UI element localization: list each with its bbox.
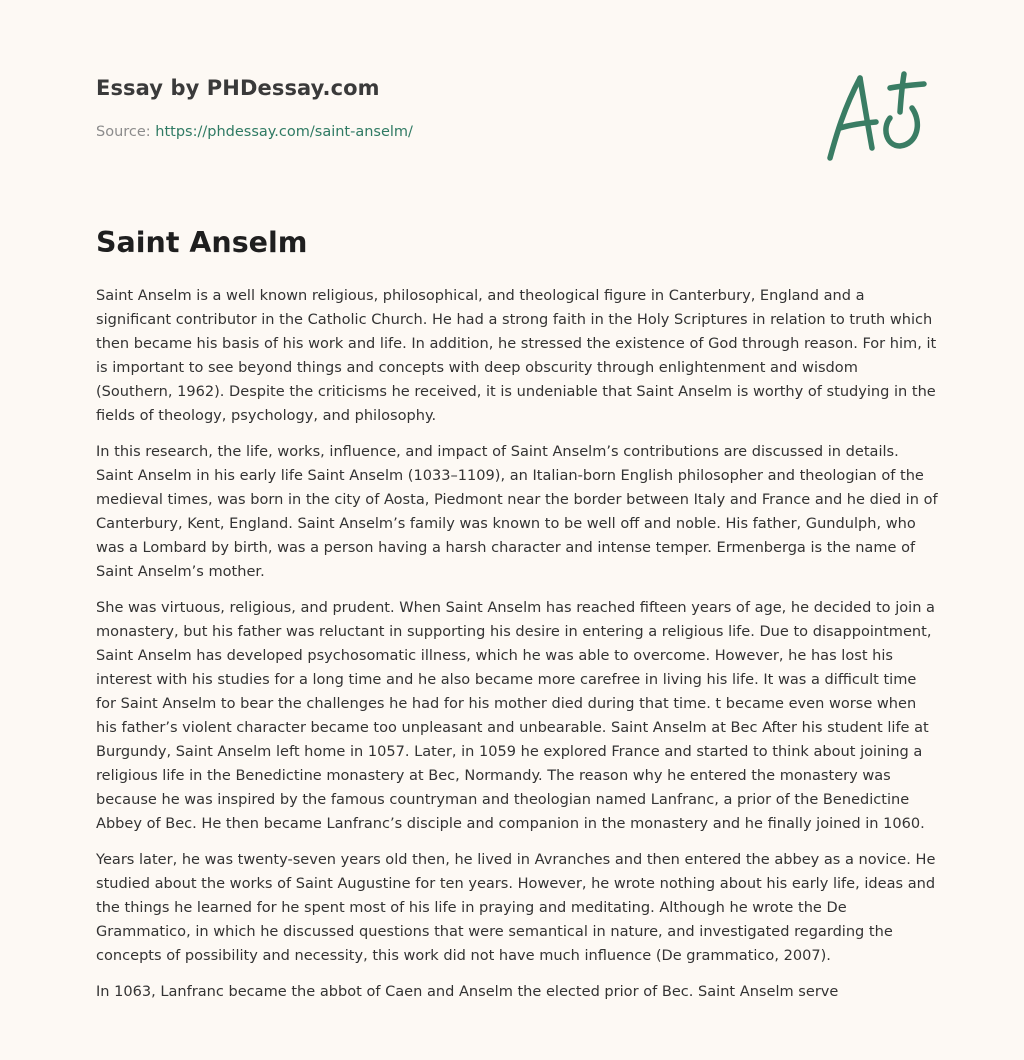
essay-body — [96, 284, 938, 1016]
site-title: Essay by PHDessay.com — [96, 76, 380, 100]
a-plus-grade-icon — [820, 68, 930, 166]
source-link[interactable]: https://phdessay.com/saint-anselm/ — [155, 124, 413, 140]
paragraph: Years later, he was twenty-seven years old then, he lived in Avranches and then entered the abbey as a novice. He studied about the works of Saint Augustine for ten years. However, he wrote nothing about his early life, ideas and the things he learned for he spent most of his life in praying and meditating. Although he wrote the De Grammatico, in which he discussed questions that were semantical in nature, and investigated regarding the concepts of possibility and necessity, this work did not have much influence (De grammatico, 2007). — [96, 851, 936, 964]
paragraph: Saint Anselm is a well known religious, philosophical, and theological figure in Canterbury, England and a significant contributor in the Catholic Church. He had a strong faith in the Holy Scriptures in relation to truth which then became his basis of his work and life. In addition, he stressed the existence of God through reason. For him, it is important to see beyond things and concepts with deep obscurity through enlightenment and wisdom (Southern, 1962). Despite the criticisms he received, it is undeniable that Saint Anselm is worthy of studying in the fields of theology, psychology, and philosophy. — [96, 287, 937, 424]
paragraph: She was virtuous, religious, and prudent. When Saint Anselm has reached fifteen years of age, he decided to join a monastery, but his father was reluctant in supporting his desire in entering a religious life. Due to disappointment, Saint Anselm has developed psychosomatic illness, which he was able to overcome. However, he has lost his interest with his studies for a long time and he also became more carefree in living his life. It was a difficult time for Saint Anselm to bear the challenges he had for his mother died during that time. t became even worse when his father’s violent character became too unpleasant and unbearable. Saint Anselm at Bec After his student life at Burgundy, Saint Anselm left home in 1057. Later, in 1059 he explored France and started to think about joining a religious life in the Benedictine monastery at Bec, Normandy. The reason why he entered the monastery was because he was inspired by the famous countryman and theologian named Lanfranc, a prior of the Benedictine Abbey of Bec. He then became Lanfranc’s disciple and companion in the monastery and he finally joined in 1060. — [96, 599, 935, 832]
source-label: Source: — [96, 124, 156, 140]
paragraph: In 1063, Lanfranc became the abbot of Caen and Anselm the elected prior of Bec. Saint Anselm serve — [96, 983, 839, 1000]
source-line — [96, 124, 413, 140]
paragraph: In this research, the life, works, influence, and impact of Saint Anselm’s contributions are discussed in details. Saint Anselm in his early life Saint Anselm (1033–1109), an Italian-born English philosopher and theologian of the medieval times, was born in the city of Aosta, Piedmont near the border between Italy and France and he died in of Canterbury, Kent, England. Saint Anselm’s family was known to be well off and noble. His father, Gundulph, who was a Lombard by birth, was a person having a harsh character and intense temper. Ermenberga is the name of Saint Anselm’s mother. — [96, 443, 938, 580]
essay-title: Saint Anselm — [96, 226, 308, 259]
